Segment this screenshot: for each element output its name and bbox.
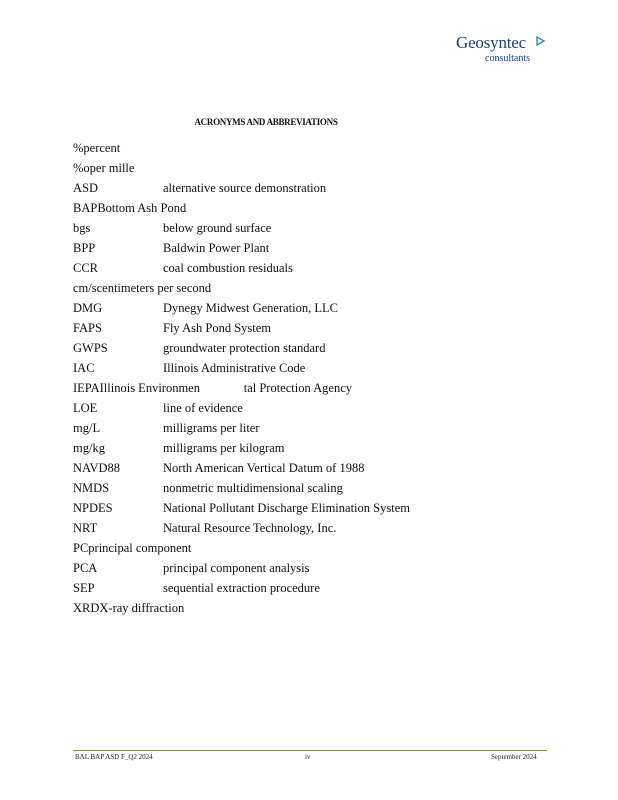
acronym-row (73, 478, 513, 498)
acronym-row (73, 238, 513, 258)
definition: percent (83, 141, 121, 155)
acronym: SEP (73, 581, 95, 595)
acronym-row (73, 218, 513, 238)
page-title: ACRONYMS AND ABBREVIATIONS (194, 117, 338, 127)
definition: milligrams per liter (163, 421, 260, 435)
acronym-row (73, 318, 513, 338)
definition: milligrams per kilogram (163, 441, 285, 455)
acronym-row (73, 198, 513, 218)
acronym-row (73, 498, 513, 518)
definition: per mille (89, 161, 135, 175)
acronym: DMG (73, 301, 103, 315)
acronym: mg/L (73, 421, 101, 435)
definition: Dynegy Midwest Generation, LLC (163, 301, 338, 315)
acronym: PC (73, 541, 89, 555)
definition: sequential extraction procedure (163, 581, 320, 595)
acronym-list (73, 138, 513, 618)
acronym-row (73, 558, 513, 578)
acronym: bgs (73, 221, 91, 235)
acronym: NAVD88 (73, 461, 120, 475)
acronym-row (73, 598, 513, 618)
acronym-row (73, 458, 513, 478)
definition: groundwater protection standard (163, 341, 326, 355)
page-number: iv (305, 753, 311, 761)
acronym: NPDES (73, 501, 113, 515)
acronym: cm/s (73, 281, 97, 295)
definition: principal component analysis (163, 561, 310, 575)
acronym-row (73, 538, 513, 558)
acronym-row (73, 398, 513, 418)
acronym-row (73, 338, 513, 358)
acronym-row (73, 358, 513, 378)
definition: Bottom Ash Pond (97, 201, 187, 215)
acronym-row (73, 438, 513, 458)
acronym-row (73, 378, 513, 398)
acronym-row (73, 578, 513, 598)
acronym: PCA (73, 561, 98, 575)
definition: Illinois Environmen tal Protection Agency (99, 381, 353, 395)
logo-wordmark: Geosyntec (456, 33, 526, 52)
geosyntec-logo (456, 33, 556, 67)
acronym-row (73, 258, 513, 278)
definition: Fly Ash Pond System (163, 321, 272, 335)
acronym-row (73, 518, 513, 538)
acronym-row (73, 178, 513, 198)
acronym-row (73, 278, 513, 298)
acronym: %o (73, 161, 90, 175)
acronym-row (73, 298, 513, 318)
footer-divider (73, 750, 547, 751)
definition: X-ray diffraction (99, 601, 185, 615)
acronym: BPP (73, 241, 96, 255)
acronym: mg/kg (73, 441, 105, 455)
definition: below ground surface (163, 221, 272, 235)
acronym: NMDS (73, 481, 110, 495)
acronym: GWPS (73, 341, 108, 355)
acronym: % (73, 141, 84, 155)
acronym: FAPS (73, 321, 102, 335)
definition: principal component (88, 541, 192, 555)
acronym: IEPA (73, 381, 100, 395)
definition: centimeters per second (96, 281, 212, 295)
definition: North American Vertical Datum of 1988 (163, 461, 365, 475)
acronym-row (73, 418, 513, 438)
footer-date: September 2024 (491, 753, 537, 761)
definition: Illinois Administrative Code (163, 361, 306, 375)
acronym-row (73, 138, 513, 158)
definition: Natural Resource Technology, Inc. (163, 521, 337, 535)
acronym: CCR (73, 261, 99, 275)
definition: line of evidence (163, 401, 243, 415)
acronym: XRD (73, 601, 100, 615)
definition: nonmetric multidimensional scaling (163, 481, 343, 495)
definition: Baldwin Power Plant (163, 241, 270, 255)
acronym: ASD (73, 181, 99, 195)
acronym: LOE (73, 401, 98, 415)
acronym: IAC (73, 361, 95, 375)
logo-triangle-icon (536, 36, 545, 46)
logo-subtitle: consultants (485, 53, 530, 64)
acronym: NRT (73, 521, 98, 535)
acronym-row (73, 158, 513, 178)
definition: coal combustion residuals (163, 261, 293, 275)
definition: National Pollutant Discharge Elimination System (163, 501, 410, 515)
acronym: BAP (73, 201, 98, 215)
definition: alternative source demonstration (163, 181, 327, 195)
footer-document-id: BAL BAP ASD F_Q2 2024 (75, 753, 153, 761)
